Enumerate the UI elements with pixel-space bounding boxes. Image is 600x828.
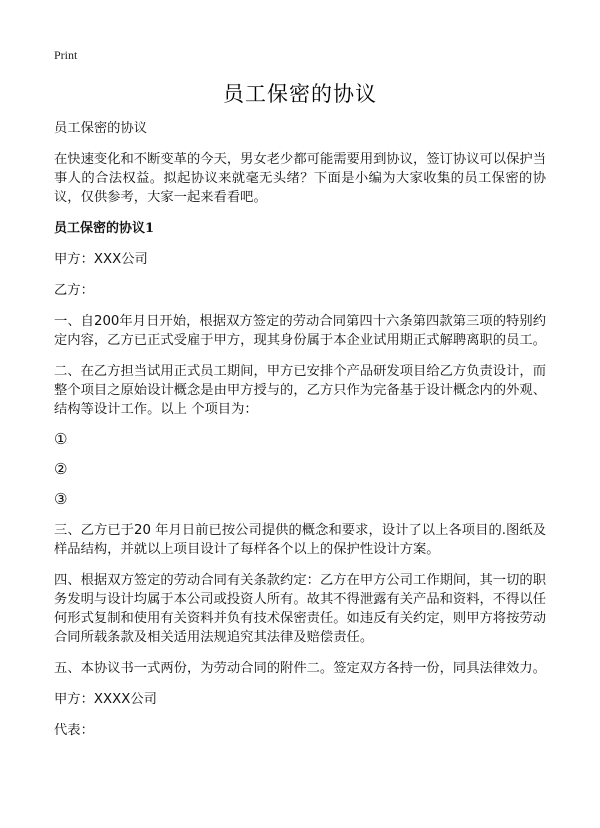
- print-link[interactable]: Print: [54, 48, 78, 62]
- clause-5: 五、本协议书一式两份，为劳动合同的附件二。签定双方各持一份，同具法律效力。: [54, 661, 546, 676]
- signature-representative: 代表：: [54, 723, 94, 738]
- clause-3: 三、乙方已于20 年月日前已按公司提供的概念和要求，设计了以上各项目的.图纸及样品结构，并就以上项目设计了每样各个以上的保护性设计方案。: [54, 523, 546, 557]
- list-item-marker-2: ②: [54, 460, 68, 478]
- clause-1: 一、自200年月日开始，根据双方签定的劳动合同第四十六条第四款第三项的特别约定内容，乙方已正式受雇于甲方，现其身份属于本企业试用期正式解聘离职的员工。: [54, 314, 546, 348]
- clause-2: 二、在乙方担当试用正式员工期间，甲方已安排个产品研发项目给乙方负责设计，而整个项目之原始设计概念是由甲方授与的，乙方只作为完备基于设计概念内的外观、结构等设计工作。以上 个项目为：: [54, 364, 546, 417]
- page-title: 员工保密的协议: [223, 82, 377, 106]
- section-heading: 员工保密的协议1: [54, 221, 155, 236]
- document-subtitle: 员工保密的协议: [54, 121, 148, 136]
- signature-party-a: 甲方：XXXX公司: [54, 692, 157, 707]
- list-item-marker-1: ①: [54, 430, 68, 448]
- party-b-line: 乙方：: [54, 283, 94, 298]
- party-a-line: 甲方：XXX公司: [54, 252, 148, 267]
- intro-paragraph: 在快速变化和不断变革的今天，男女老少都可能需要用到协议，签订协议可以保护当事人的合法权益。拟起协议来就毫无头绪？下面是小编为大家收集的员工保密的协议，仅供参考，大家一起来看看吧。: [54, 152, 546, 205]
- list-item-marker-3: ③: [54, 490, 68, 508]
- clause-4: 四、根据双方签定的劳动合同有关条款约定：乙方在甲方公司工作期间，其一切的职务发明与设计均属于本公司或投资人所有。故其不得泄露有关产品和资料，不得以任何形式复制和使用有关资料并负有技术保密责任。如违反有关约定，则甲方将按劳动合同所载条款及相关适用法规追究其法律及赔偿责任。: [54, 573, 546, 645]
- document-body: [54, 119, 546, 740]
